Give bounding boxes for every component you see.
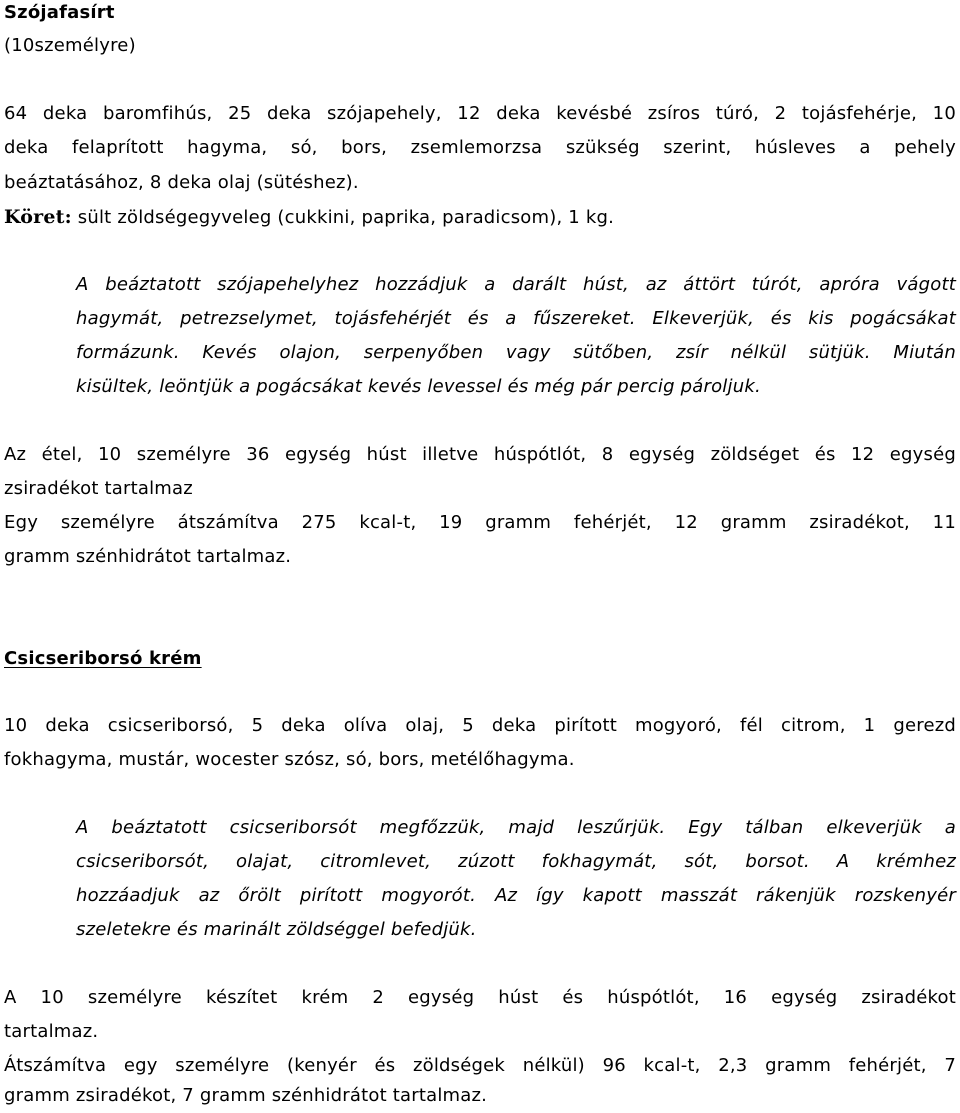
- recipe-title: Csicseriborsó krém: [4, 648, 202, 669]
- ingredients-line: 64 deka baromfihús, 25 deka szójapehely, 12 deka kevésbé zsíros túró, 2 tojásfehérje, 10: [4, 103, 956, 124]
- method-line: csicseriborsót, olajat, citromlevet, zúzott fokhagymát, sót, borsot. A krémhez: [76, 851, 956, 872]
- method-line: szeletekre és marinált zöldséggel befedjük.: [76, 919, 477, 940]
- ingredients-line: deka felaprított hagyma, só, bors, zsemlemorzsa szükség szerint, húsleves a pehely: [4, 137, 956, 158]
- nutrition-line: Az étel, 10 személyre 36 egység húst illetve húspótlót, 8 egység zöldséget és 12 egység: [4, 444, 956, 465]
- side-dish-label: Köret:: [4, 206, 72, 228]
- ingredients-line: fokhagyma, mustár, wocester szósz, só, bors, metélőhagyma.: [4, 749, 575, 770]
- side-dish-line: [4, 200, 614, 235]
- method-line: kisültek, leöntjük a pogácsákat kevés levessel és még pár percig pároljuk.: [76, 376, 761, 397]
- recipe-servings: (10személyre): [4, 35, 136, 56]
- method-line: hagymát, petrezselymet, tojásfehérjét és a fűszereket. Elkeverjük, és kis pogácsákat: [76, 308, 956, 329]
- method-line: hozzáadjuk az őrölt pirított mogyorót. Az így kapott masszát rákenjük rozskenyér: [76, 885, 956, 906]
- recipe-title: Szójafasírt: [4, 2, 115, 23]
- ingredients-line: 10 deka csicseriborsó, 5 deka olíva olaj, 5 deka pirított mogyoró, fél citrom, 1 gerezd: [4, 715, 956, 736]
- method-line: A beáztatott csicseriborsót megfőzzük, majd leszűrjük. Egy tálban elkeverjük a: [76, 817, 956, 838]
- nutrition-line: Átszámítva egy személyre (kenyér és zöldségek nélkül) 96 kcal-t, 2,3 gramm fehérjét, 7: [4, 1055, 956, 1076]
- method-line: A beáztatott szójapehelyhez hozzádjuk a darált húst, az áttört túrót, apróra vágott: [76, 274, 956, 295]
- nutrition-line: gramm szénhidrátot tartalmaz.: [4, 546, 292, 567]
- nutrition-line: Egy személyre átszámítva 275 kcal-t, 19 gramm fehérjét, 12 gramm zsiradékot, 11: [4, 512, 956, 533]
- ingredients-line: beáztatásához, 8 deka olaj (sütéshez).: [4, 172, 359, 193]
- method-line: formázunk. Kevés olajon, serpenyőben vagy sütőben, zsír nélkül sütjük. Miután: [76, 342, 956, 363]
- nutrition-line: A 10 személyre készítet krém 2 egység húst és húspótlót, 16 egység zsiradékot: [4, 987, 956, 1008]
- side-dish-text: sült zöldségegyveleg (cukkini, paprika, paradicsom), 1 kg.: [71, 207, 615, 228]
- nutrition-line: tartalmaz.: [4, 1021, 99, 1042]
- nutrition-line: gramm zsiradékot, 7 gramm szénhidrátot tartalmaz.: [4, 1085, 488, 1106]
- nutrition-line: zsiradékot tartalmaz: [4, 478, 193, 499]
